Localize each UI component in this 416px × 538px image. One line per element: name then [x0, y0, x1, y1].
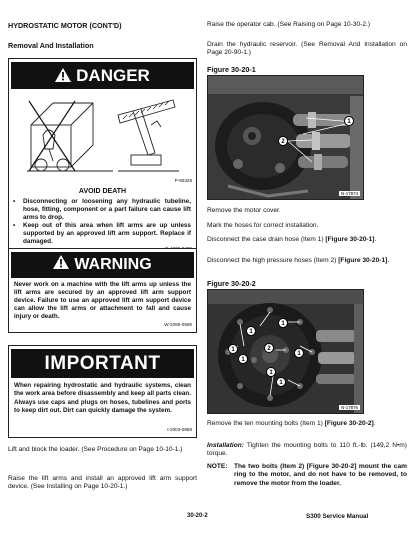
danger-bullet-text: Keep out of this area when lift arms are up unless supported by an approved lift arm support. Replace if damaged.	[23, 222, 191, 245]
figure-ref-link[interactable]: [Figure 30-20-2]	[324, 420, 374, 427]
warning-triangle-icon	[55, 63, 71, 90]
step-install-support: Raise the lift arms and install an approved lift arm support device. (See Installing on Page 10-20-1.)	[8, 475, 197, 491]
manual-title: S300 Service Manual	[306, 513, 369, 520]
figure-2-callout: 1	[228, 344, 238, 354]
important-code: I-2003-0888	[167, 427, 192, 432]
step-end: .	[374, 236, 377, 243]
installation-instruction	[207, 442, 407, 459]
figure-2-callout: 1	[276, 377, 286, 387]
step-text: Remove the ten mounting bolts (Item 1)	[207, 420, 325, 427]
danger-banner-text: DANGER	[76, 66, 150, 85]
step-lift-block: Lift and block the loader. (See Procedure on Page 10-10-1.)	[8, 446, 183, 453]
danger-banner	[11, 62, 194, 89]
figure-2-callout: 1	[266, 367, 276, 377]
figure-1-code: N-17874	[341, 191, 358, 196]
important-banner: IMPORTANT	[11, 349, 194, 378]
step-disconnect-drain	[207, 236, 407, 244]
warning-banner-text: WARNING	[74, 256, 152, 274]
warning-banner	[11, 252, 194, 278]
subsection-title: Removal And Installation	[8, 41, 94, 50]
figure-ref-link[interactable]: [Figure 30-20-1]	[338, 257, 388, 264]
step-end: .	[387, 257, 390, 264]
figure-2-code: N-17876	[341, 405, 358, 410]
step-text: Disconnect the case drain hose (Item 1)	[207, 236, 326, 243]
figure-2-callout: 1	[238, 354, 248, 364]
danger-image-code: P-90328	[174, 178, 192, 183]
step-raise-cab: Raise the operator cab. (See Raising on Page 10-30-2.)	[207, 21, 371, 28]
section-title: HYDROSTATIC MOTOR (CONT'D)	[8, 21, 122, 30]
step-mark-hoses: Mark the hoses for correct installation.	[207, 222, 319, 229]
danger-box: DANGER P-90328 AVOID DEATH • Disconnecting or loosening any hydraulic tubeline, hose, fitting, component or a part failure can cause lift arms to drop. • Keep out of this area when lift arms are up unless supported by an approved lift arm support. Replace if damaged.	[8, 58, 197, 256]
note-label: NOTE:	[207, 463, 228, 470]
warning-triangle-icon	[53, 252, 69, 278]
step-disconnect-pressure	[207, 257, 407, 265]
figure-1-title: Figure 30-20-1	[207, 65, 256, 74]
figure-2-callout: 1	[246, 326, 256, 336]
figure-ref-link[interactable]: [Figure 30-20-1]	[325, 236, 375, 243]
figure-1-callout: 1	[344, 116, 354, 126]
step-remove-bolts	[207, 420, 407, 428]
page-number: 30-20-2	[187, 513, 208, 519]
step-drain-reservoir: Drain the hydraulic reservoir. (See Removal And Installation on Page 20-90-1.)	[207, 41, 407, 57]
important-box	[8, 345, 197, 438]
installation-label: Installation:	[207, 442, 244, 449]
figure-1-photo	[207, 75, 364, 200]
installation-text: Tighten the mounting bolts to 110 ft.-lb. (149,2 N•m) torque.	[207, 442, 407, 458]
warning-code: W-2059-0598	[164, 322, 192, 327]
note-text: The two bolts (Item 2) [Figure 30-20-2] mount the cam ring to the motor, and do not have to be removed, to remove the motor from the loader.	[234, 463, 407, 487]
step-remove-cover: Remove the motor cover.	[207, 207, 281, 214]
danger-heading: AVOID DEATH	[78, 188, 127, 195]
lift-arm-support-illustration	[23, 95, 183, 175]
important-text: When repairing hydrostatic and hydraulic systems, clean the work area before disassembly and keep all parts clean. Always use caps and plugs on hoses, tubelines and ports to keep dirt out. Dirt can quickly damage the system.	[14, 382, 191, 414]
figure-2-callout: 1	[294, 348, 304, 358]
figure-2-callout: 2	[264, 343, 274, 353]
danger-bullet-text: Disconnecting or loosening any hydraulic tubeline, hose, fitting, component or a part failure can cause lift arms to drop.	[23, 198, 191, 221]
warning-box	[8, 248, 197, 333]
figure-2-title: Figure 30-20-2	[207, 279, 256, 288]
figure-1-callout: 2	[278, 136, 288, 146]
step-end: .	[373, 420, 376, 427]
figure-2-callout: 1	[278, 318, 288, 328]
figure-2-photo	[207, 289, 364, 414]
warning-text: Never work on a machine with the lift arms up unless the lift arms are secured by an approved lift arm support device. Failure to use an approved lift arm support device can allow the lift arms or attachment to fall and cause injury or death.	[14, 281, 191, 321]
step-text: Disconnect the high pressure hoses (Item 2)	[207, 257, 339, 264]
